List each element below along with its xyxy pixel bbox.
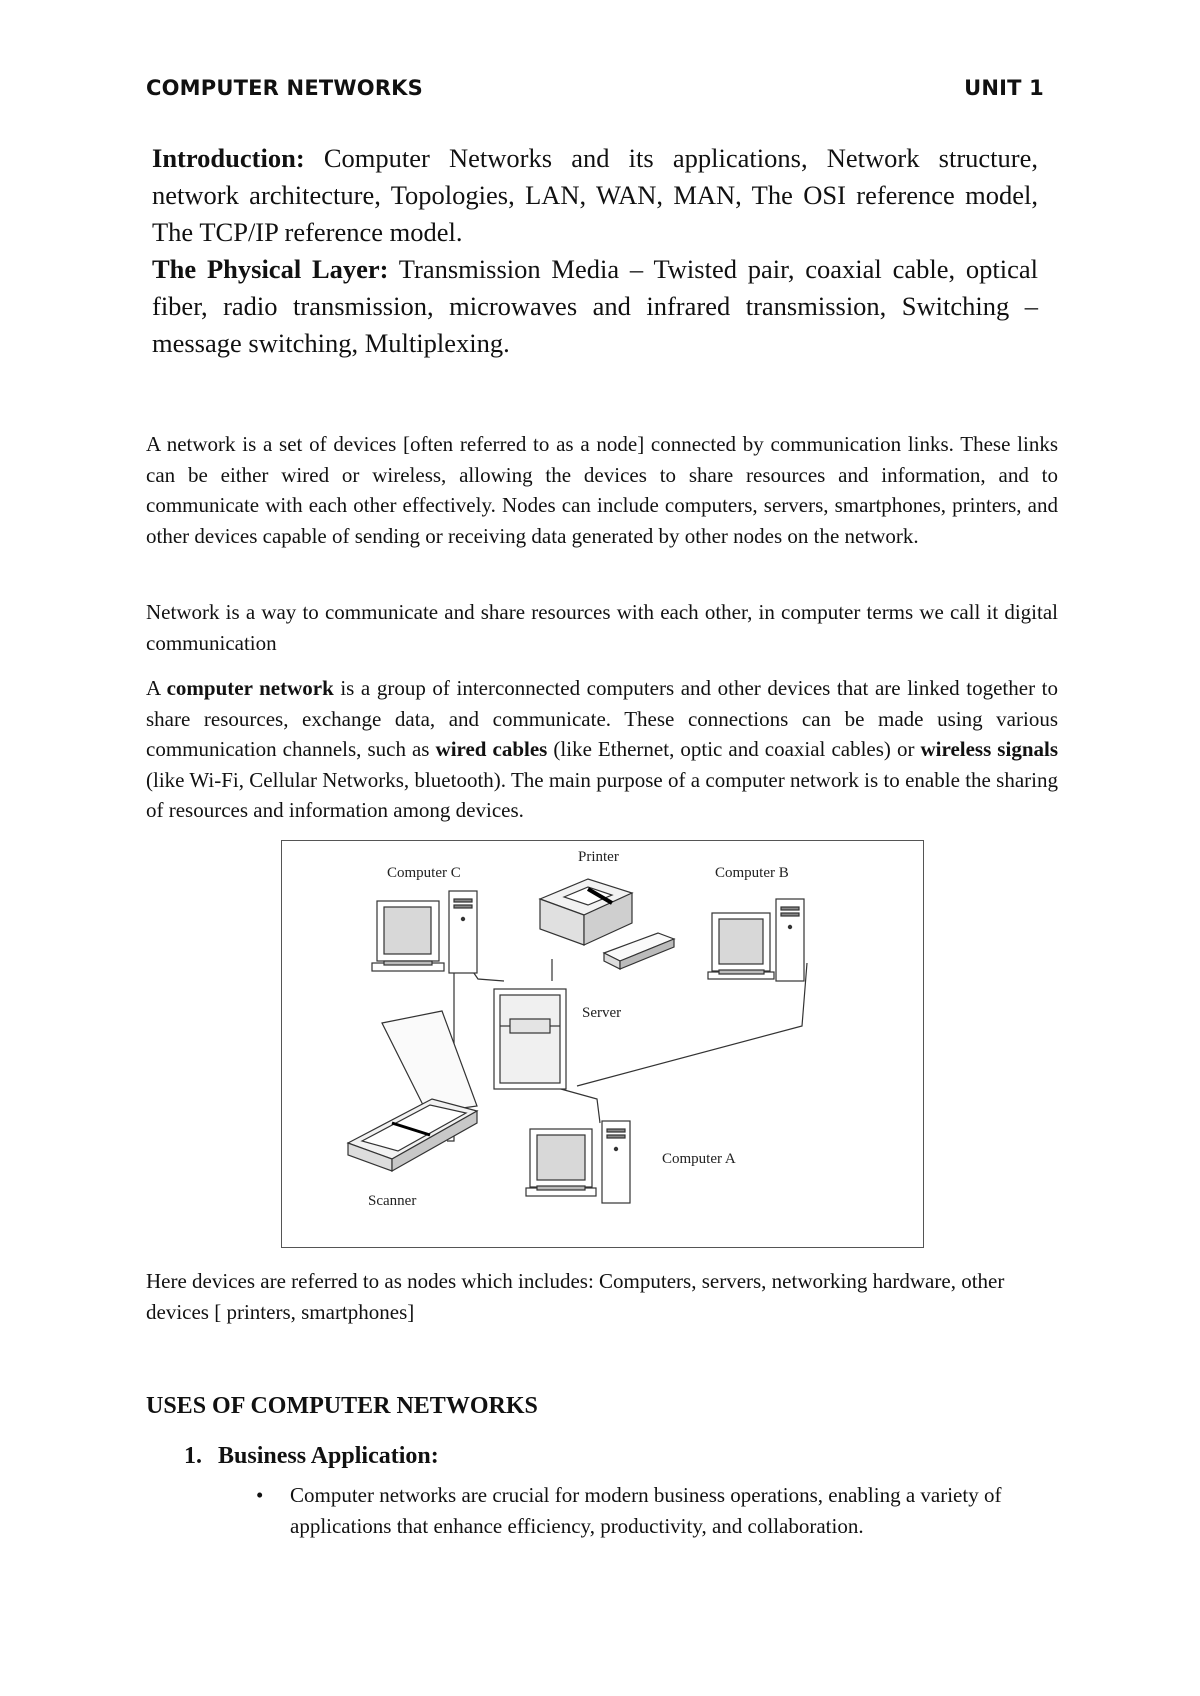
bullet-text: Computer networks are crucial for modern business operations, enabling a variety of applications that enhance efficiency, productivity, and collaboration.: [290, 1483, 1002, 1538]
paragraph-text: A network is a set of devices [often referred to as a node] connected by communication links. These links can be either wired or wireless, allowing the devices to share resources and information, and to communicate with each other effectively. Nodes can include computers, servers, smartphones, printers, and other devices capable of sending or receiving data generated by other nodes on the network.: [146, 432, 1058, 548]
text-run: A: [146, 676, 167, 700]
syllabus-introduction: [152, 140, 1038, 251]
syllabus-block: [152, 140, 1038, 362]
computer-b-icon: [708, 899, 804, 981]
paragraph-network-definition: [146, 429, 1058, 551]
syllabus-intro-label: Introduction:: [152, 143, 305, 173]
header-unit: UNIT 1: [964, 76, 1044, 100]
cable-server-computer-b: [577, 963, 807, 1086]
bullet-icon: •: [256, 1483, 264, 1507]
paragraph-computer-network: [146, 673, 1058, 826]
list-number: 1.: [184, 1443, 202, 1469]
computer-c-icon: [372, 891, 477, 973]
computer-a-icon: [526, 1121, 630, 1203]
text-run: is a group of interconnected computers and other devices that are linked together to share resources, exchange data, and communicate. These connections can be made using various communication channels, such as: [146, 676, 1058, 761]
paragraph-text: [146, 673, 1058, 826]
syllabus-intro-text: Computer Networks and its applications, Network structure, network architecture, Topologies, LAN, WAN, MAN, The OSI reference model, The TCP/IP reference model.: [152, 143, 1038, 247]
text-run: (like Wi-Fi, Cellular Networks, bluetooth). The main purpose of a computer network is to enable the sharing of resources and information among devices.: [146, 767, 1058, 822]
cable-server-computer-a: [550, 1086, 600, 1123]
section-heading-uses: USES OF COMPUTER NETWORKS: [146, 1393, 538, 1419]
term-wired-cables: wired cables: [435, 737, 548, 761]
label-scanner: Scanner: [368, 1193, 417, 1209]
header-course-title: COMPUTER NETWORKS: [146, 76, 423, 100]
subheading-business-application: [184, 1443, 439, 1470]
subheading-text: Business Application:: [218, 1443, 439, 1469]
network-diagram: [281, 840, 924, 1248]
paragraph-network-communication: [146, 597, 1058, 658]
paragraph-text: Here devices are referred to as nodes which includes: Computers, servers, networking hardware, other devices [ printers, smartphones]: [146, 1269, 1005, 1324]
label-computer-c: Computer C: [387, 865, 461, 881]
label-computer-a: Computer A: [662, 1151, 736, 1167]
paragraph-nodes: [146, 1266, 1058, 1327]
syllabus-physical-label: The Physical Layer:: [152, 254, 389, 284]
printer-icon: [540, 879, 674, 969]
network-diagram-svg: [282, 841, 923, 1247]
term-computer-network: computer network: [166, 676, 334, 700]
label-computer-b: Computer B: [715, 865, 789, 881]
label-server: Server: [582, 1005, 622, 1021]
text-run: (like Ethernet, optic and coaxial cables) or: [547, 737, 921, 761]
paragraph-text: Network is a way to communicate and share resources with each other, in computer terms we call it digital communication: [146, 600, 1058, 655]
scanner-icon: [348, 1011, 477, 1171]
syllabus-physical-text: Transmission Media – Twisted pair, coaxial cable, optical fiber, radio transmission, microwaves and infrared transmission, Switching – message switching, Multiplexing.: [152, 254, 1038, 358]
server-icon: [494, 989, 566, 1089]
term-wireless-signals: wireless signals: [920, 737, 1059, 761]
syllabus-physical-layer: [152, 251, 1038, 362]
label-printer: Printer: [578, 849, 619, 865]
